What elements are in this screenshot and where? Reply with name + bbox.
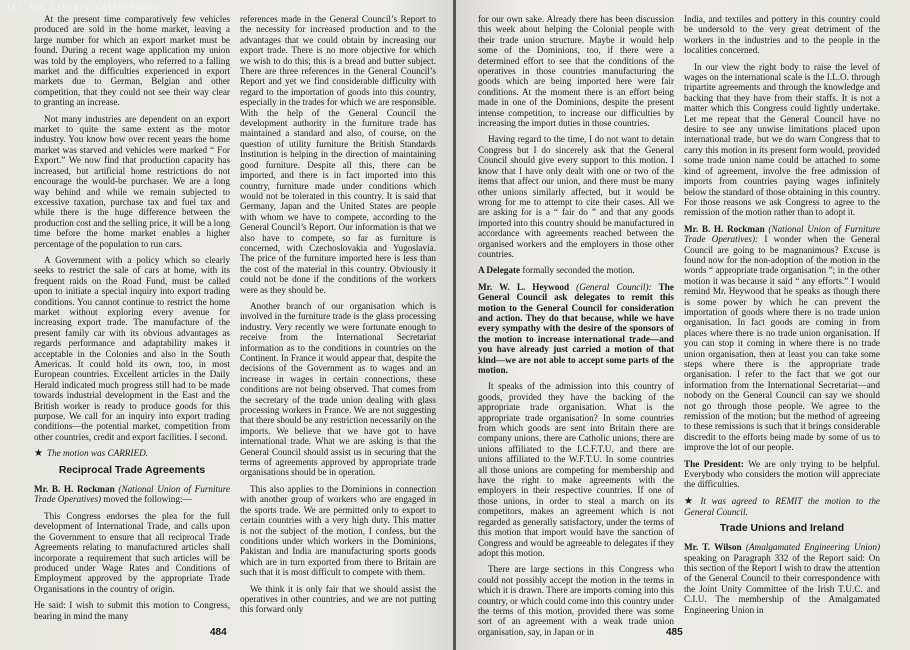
speaker-paragraph [34,484,230,505]
speaker-paragraph [684,224,880,453]
speaker-paragraph [478,282,674,376]
right-column-2 [684,14,880,626]
left-column-1 [34,14,230,626]
motion-result [34,448,230,459]
speaker-name: A Delegate [478,265,521,276]
speaker-name: Mr. W. L. Heywood [478,281,570,292]
paragraph: references made in the General Council’s Report to the necessity for increased production and to the advantages that we could obtain by increasing our export trade. There is no more objective for which we wish to do this; this is a bread and butter subject. There are three references in the General Council’s Report and yet we find considerable difficulty with regard to the importation of goods into this country, especially in the trades for which we are responsible. With the help of the General Council the development authority in the furniture trade has maintained a standard and also, of course, on the question of utility furniture the British Standards Institution is helping in the direction of maintaining good furniture. Despite all this, there can be imported, and there is in fact imported into this country, furniture made under conditions which would not be tolerated in this country. It is said that Germany, Japan and the United States are people with whom we have to compete, according to the General Council’s Report. Our information is that we also have to compete, so far as furniture is concerned, with Czechoslovakia and Yugoslavia. The price of the furniture imported here is less than the cost of the material in this country. Obviously it could not be done if the conditions of the workers were as they should be. [240,14,436,295]
copyright-watermark: (c) TUC Library Collections [6,3,158,13]
speaker-paragraph [684,542,880,615]
left-column-2 [240,14,436,626]
speaker-paragraph [478,265,674,275]
speaker-union: (General Council): [576,281,652,292]
speaker-text: speaking on Paragraph 332 of the Report said: On this section of the Report I wish to draw the attention of the General Council to their correspondence with the Joint Unity Committee of the Irish T.U.C. and C.I.U. The membership of the Amalgamated Engineering Union in [684,552,880,615]
speaker-name: Mr. B. H. Rockman [684,223,765,234]
section-heading: Reciprocal Trade Agreements [58,464,206,476]
paragraph: He said: I wish to submit this motion to Congress, bearing in mind the many [34,600,230,621]
paragraph: for our own sake. Already there has been discussion this week about helping the Colonial people with their trade union structure. Maybe it would help some of the Dominions, too, if there were a determined effort to see that the conditions of the operatives in those countries manufacturing the goods which are being imported here were fair conditions. At the moment there is an effort being made in one of the Dominions, despite the present intense competition, to increase our difficulties by increasing the import duties in those countries. [478,14,674,129]
paragraph: India, and textiles and pottery in this country could be undersold to the very great detriment of the workers in the industries and to the people in the localities concerned. [684,14,880,56]
paragraph: This also applies to the Dominions in connection with another group of workers who are engaged in the sports trade. We are permitted only to export to certain countries with a very high duty. This matter is not the subject of the motion, I confess, but the conditions under which workers in the Dominions, Pakistan and India are manufacturing sports goods which are in turn exported from there to Britain are such that it is most difficult to compete with them. [240,483,436,578]
section-heading: Trade Unions and Ireland [719,522,845,534]
right-column-1 [478,14,674,637]
speaker-union: (National Union of Furniture Trade Operatives) [34,484,231,505]
paragraph: At the present time comparatively few vehicles produced are sold in the home market, leaving a large number for which an export market must be found. During a recent wage application my union was told by the employers, who referred to a falling market and the difficulties experienced in export markets due to German, Belgian and other competition, that they could not see their way clear to granting an increase. [34,14,230,108]
speaker-text: I wonder when the General Council are going to be magnanimous? Excuse is found now for the non-adoption of the motion in the words “ appropriate trade organisation ”; in the other motion it was because it said “ any efforts.” I would remind Mr. Heywood that he speaks as though there is some power by which he can prevent the importation of goods where there is no trade union organisation. In fact goods are coming in from places where there is no trade union organisation. If you can stop it coming in where there is no trade union organisation, then at least you can take some steps where there is the appropriate trade organisation. I refer to the fact that we got our information from the International Secretariat—and nobody on the General Council can say we should not go through those people. We agree to the remission of the motion; but the method of agreeing to these remissions is such that it brings considerable discredit to the efforts being made by some of us to improve the lot of our people. [684,234,880,453]
motion-result-text: The motion was CARRIED. [46,448,149,459]
speaker-text: formally seconded the motion. [522,265,635,276]
speaker-paragraph [684,459,880,490]
speaker-union: (Amalgamated Engineering Union) [745,542,880,553]
star-icon: ★ [684,495,697,507]
motion-result [684,496,880,518]
right-page [456,0,910,650]
motion-result-text: It was agreed to REMIT the motion to the General Council. [684,495,880,518]
paragraph: There are large sections in this Congress who could not possibly accept the motion in the terms in which it is drawn. There are imports coming into this country, or which could come into this country under the terms of this motion, provided there was some sort of an agreement with a weak trade union organisation, say, in Japan or in [478,564,674,637]
page-number: 485 [666,627,683,638]
paragraph: Having regard to the time, I do not want to detain Congress but I do sincerely ask that the General Council should give every support to this motion. I know that I have only dealt with one or two of the items that affect our union, and there must be many other unions similarly affected, but it would be wrong for me to attempt to cite their cases. All we are asking for is a “ fair do ” and that any goods imported into this country should be manufactured in accordance with agreements reached between the organised workers and the employers in those other countries. [478,134,674,259]
paragraph: It speaks of the admission into this country of goods, provided they have the backing of the appropriate trade organisation. What is the appropriate trade organisation? In some countries from which goods are sent into Britain there are company unions, there are Catholic unions, there are unions affiliated to the I.C.F.T.U. and there are unions affiliated to the W.F.T.U. In some countries all those unions are competing for membership and have the right to make agreements with the employers in their respective countries. If one of those unions, in order to steal a march on its competitors, makes an agreement which is not regarded as generally satisfactory, under the terms of this motion that import would have the sanction of Congress and would be agreeable to delegates if they adopt this motion. [478,381,674,558]
speaker-text: We are only trying to be helpful. Everybody who considers the motion will appreciate the difficulties. [684,458,880,490]
speaker-name: Mr. T. Wilson [684,542,742,553]
paragraph: We think it is only fair that we should assist the operatives in other countries, and we are not putting this forward only [240,583,436,615]
motion-text: This Congress endorses the plea for the full development of International Trade, and calls upon the Government to ensure that all reciprocal Trade Agreements relating to manufactured articles shall incorporate a requirement that such articles will be produced under Wage Rates and Conditions of Employment approved by the appropriate Trade Organisations in the country of origin. [34,510,230,594]
speaker-name: The President: [684,458,744,469]
left-page [0,0,453,650]
speaker-name: Mr. B. H. Rockman [34,484,115,495]
speaker-text: The General Council ask delegates to remit this motion to the General Council for consideration and action. They do that because, while we have every sympathy with the desire of the sponsors of the motion to increase international trade—and you have already just carried a motion of that kind—we are not able to accept some parts of the motion. [478,281,674,375]
speaker-text: moved the following:— [103,494,192,505]
paragraph: Not many industries are dependent on an export market to quite the same extent as the motor industry. You know how over recent years the home market was starved and vehicles were marked “ For Export.” We now find that production capacity has increased, but artificial home restrictions do not encourage the would-be purchaser. We are a long way behind and while we remain subjected to excessive taxation, purchase tax and fuel tax and while there is the huge difference between the production cost and the selling price, it will be a long time before the home market enables a higher percentage of the population to run cars. [34,113,230,249]
page-number: 484 [210,627,227,638]
star-icon: ★ [34,448,43,460]
paragraph: A Government with a policy which so clearly seeks to restrict the sale of cars at home, with its frequent raids on the Road Fund, must be called upon to initiate a special inquiry into export trading conditions. You cannot continue to restrict the home market without exploring every avenue for increasing export trade. The manufacture of the present family car with its obvious advantages as regards performance and adaptability makes it acceptable in the Colonies and also in the South Americas. It could hold its own, too, in most European countries. Excellent articles in the Daily Herald indicated much progress still had to be made towards industrial development in the East and the British worker is ready to produce goods for this purpose. We call for an inquiry into export trading conditions—the potential market, competition from other countries, credit and export facilities. I second. [34,254,230,442]
paragraph: In our view the right body to raise the level of wages on the international scale is the I.L.O. through tripartite agreements and through the knowledge and backing that they have from their staffs. It is not a matter which this Congress could lightly undertake. Let me repeat that the General Council have no desire to see any unwise limitations placed upon international trade, but we do warn Congress that to carry this motion in its present form would, provided some trade union name could be attached to some kind of agreement, involve the free admission of imports from countries paying wages infinitely below the standard of those obtaining in this country. For those reasons we ask Congress to agree to the remission of the motion rather than to adopt it. [684,61,880,218]
paragraph: Another branch of our organisation which is involved in the furniture trade is the glass processing industry. Very recently we were fortunate enough to receive from the International Secretariat information as to the conditions in countries on the Continent. In France it would appear that, despite the decisions of the Government as to wages and an increase in wages in certain connections, these conditions are not being observed. That comes from the secretary of the trade union dealing with glass processing workers in France. We are not suggesting that there should be any restriction necessarily on the imports. We believe that we have got to have international trade. What we are asking is that the General Council should assist us in securing that the terms of agreements approved by appropriate trade organisations should be in operation. [240,300,436,478]
speaker-union: (National Union of Furniture Trade Operatives): [684,223,881,245]
